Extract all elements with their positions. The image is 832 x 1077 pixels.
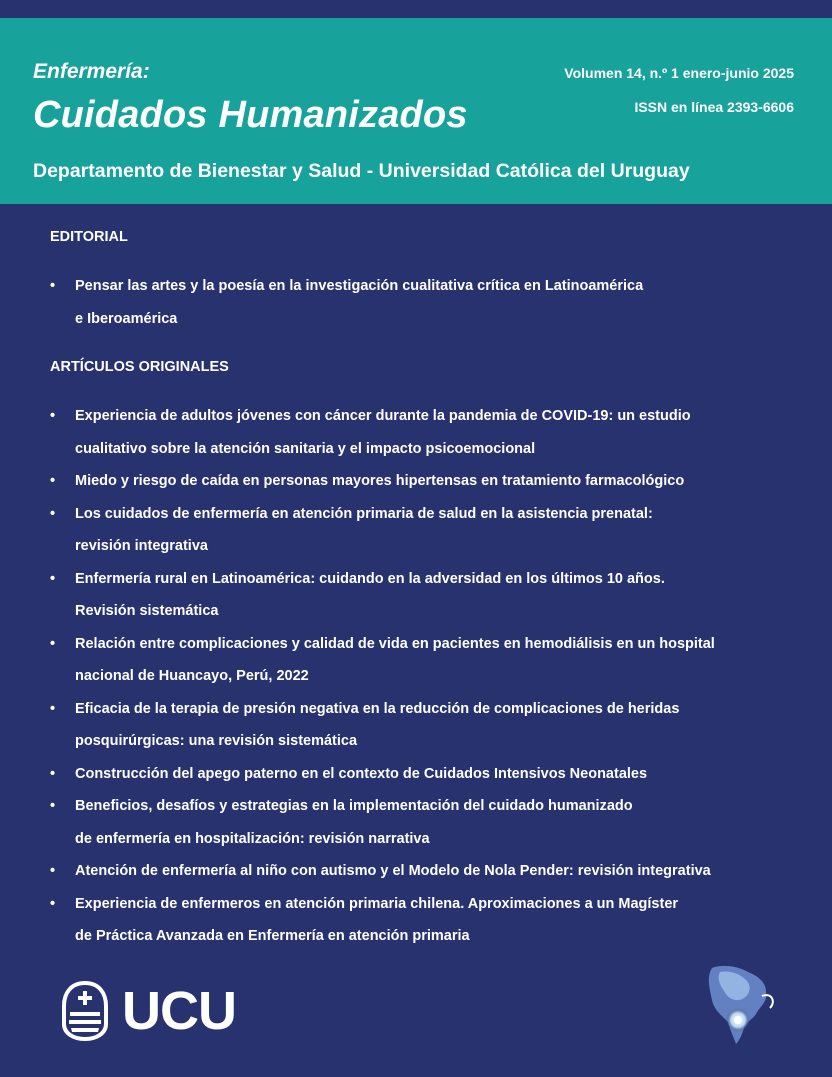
ucu-logo — [60, 980, 236, 1042]
bullet-icon: • — [50, 798, 56, 814]
article-item — [0, 855, 832, 888]
article-title-line: de enfermería en hospitalización: revisión narrativa — [75, 830, 430, 847]
ucu-logo-text: UCU — [122, 981, 236, 1041]
editorial-heading: EDITORIAL — [50, 229, 128, 245]
bullet-icon: • — [50, 473, 56, 489]
bullet-icon: • — [50, 700, 56, 717]
article-title-line: Construcción del apego paterno en el contexto de Cuidados Intensivos Neonatales — [75, 765, 648, 782]
article-title-line: Pensar las artes y la poesía en la investigación cualitativa crítica en Latinoamérica — [75, 278, 644, 294]
bullet-icon: • — [50, 635, 56, 652]
article-item — [0, 465, 832, 498]
article-item — [0, 790, 832, 855]
article-item — [0, 563, 832, 628]
bullet-icon: • — [50, 505, 56, 522]
bullet-icon: • — [50, 895, 56, 912]
article-title-line: Eficacia de la terapia de presión negativa en la reducción de complicaciones de heridas — [75, 700, 680, 717]
article-title-line: de Práctica Avanzada en Enfermería en atención primaria — [75, 928, 470, 944]
originales-heading: ARTÍCULOS ORIGINALES — [50, 359, 229, 375]
article-title-line: Experiencia de adultos jóvenes con cáncer durante la pandemia de COVID-19: un estudio — [75, 408, 691, 424]
issn-info: ISSN en línea 2393-6606 — [634, 99, 794, 115]
article-item — [0, 628, 832, 693]
bullet-icon: • — [50, 408, 56, 424]
article-title-line: nacional de Huancayo, Perú, 2022 — [75, 668, 309, 684]
article-title-line: Atención de enfermería al niño con autismo y el Modelo de Nola Pender: revisión integrativa — [75, 863, 711, 879]
article-title-line: Los cuidados de enfermería en atención primaria de salud en la asistencia prenatal: — [75, 505, 653, 522]
latin-america-map-emblem-icon — [700, 962, 780, 1046]
article-title-line: Experiencia de enfermeros en atención primaria chilena. Aproximaciones a un Magíster — [75, 895, 679, 912]
article-item — [0, 888, 832, 953]
journal-series: Enfermería: — [33, 60, 150, 83]
article-title-line: posquirúrgicas: una revisión sistemática — [75, 733, 358, 749]
article-item — [0, 270, 832, 335]
bullet-icon: • — [50, 765, 56, 782]
volume-info: Volumen 14, n.º 1 enero-junio 2025 — [564, 65, 794, 81]
article-item — [0, 498, 832, 563]
bullet-icon: • — [50, 278, 56, 294]
article-title-line: Enfermería rural en Latinoamérica: cuidando en la adversidad en los últimos 10 años. — [75, 570, 665, 587]
article-item — [0, 693, 832, 758]
editorial-list — [0, 270, 832, 335]
article-item — [0, 758, 832, 791]
journal-title: Cuidados Humanizados — [33, 94, 468, 136]
originales-list — [0, 400, 832, 953]
article-title-line: Relación entre complicaciones y calidad de vida en pacientes en hemodiálisis en un hospital — [75, 635, 715, 652]
department-name: Departamento de Bienestar y Salud - Universidad Católica del Uruguay — [33, 160, 690, 182]
article-title-line: cualitativo sobre la atención sanitaria y el impacto psicoemocional — [75, 440, 536, 457]
ucu-shield-cross-icon — [60, 980, 110, 1042]
article-title-line: Beneficios, desafíos y estrategias en la implementación del cuidado humanizado — [75, 798, 633, 814]
article-title-line: Miedo y riesgo de caída en personas mayores hipertensas en tratamiento farmacológico — [75, 473, 685, 489]
article-title-line: e Iberoamérica — [75, 310, 178, 327]
bullet-icon: • — [50, 570, 56, 587]
bullet-icon: • — [50, 863, 56, 879]
article-title-line: Revisión sistemática — [75, 603, 219, 619]
cover-header — [0, 18, 832, 204]
article-title-line: revisión integrativa — [75, 538, 208, 554]
article-item — [0, 400, 832, 465]
